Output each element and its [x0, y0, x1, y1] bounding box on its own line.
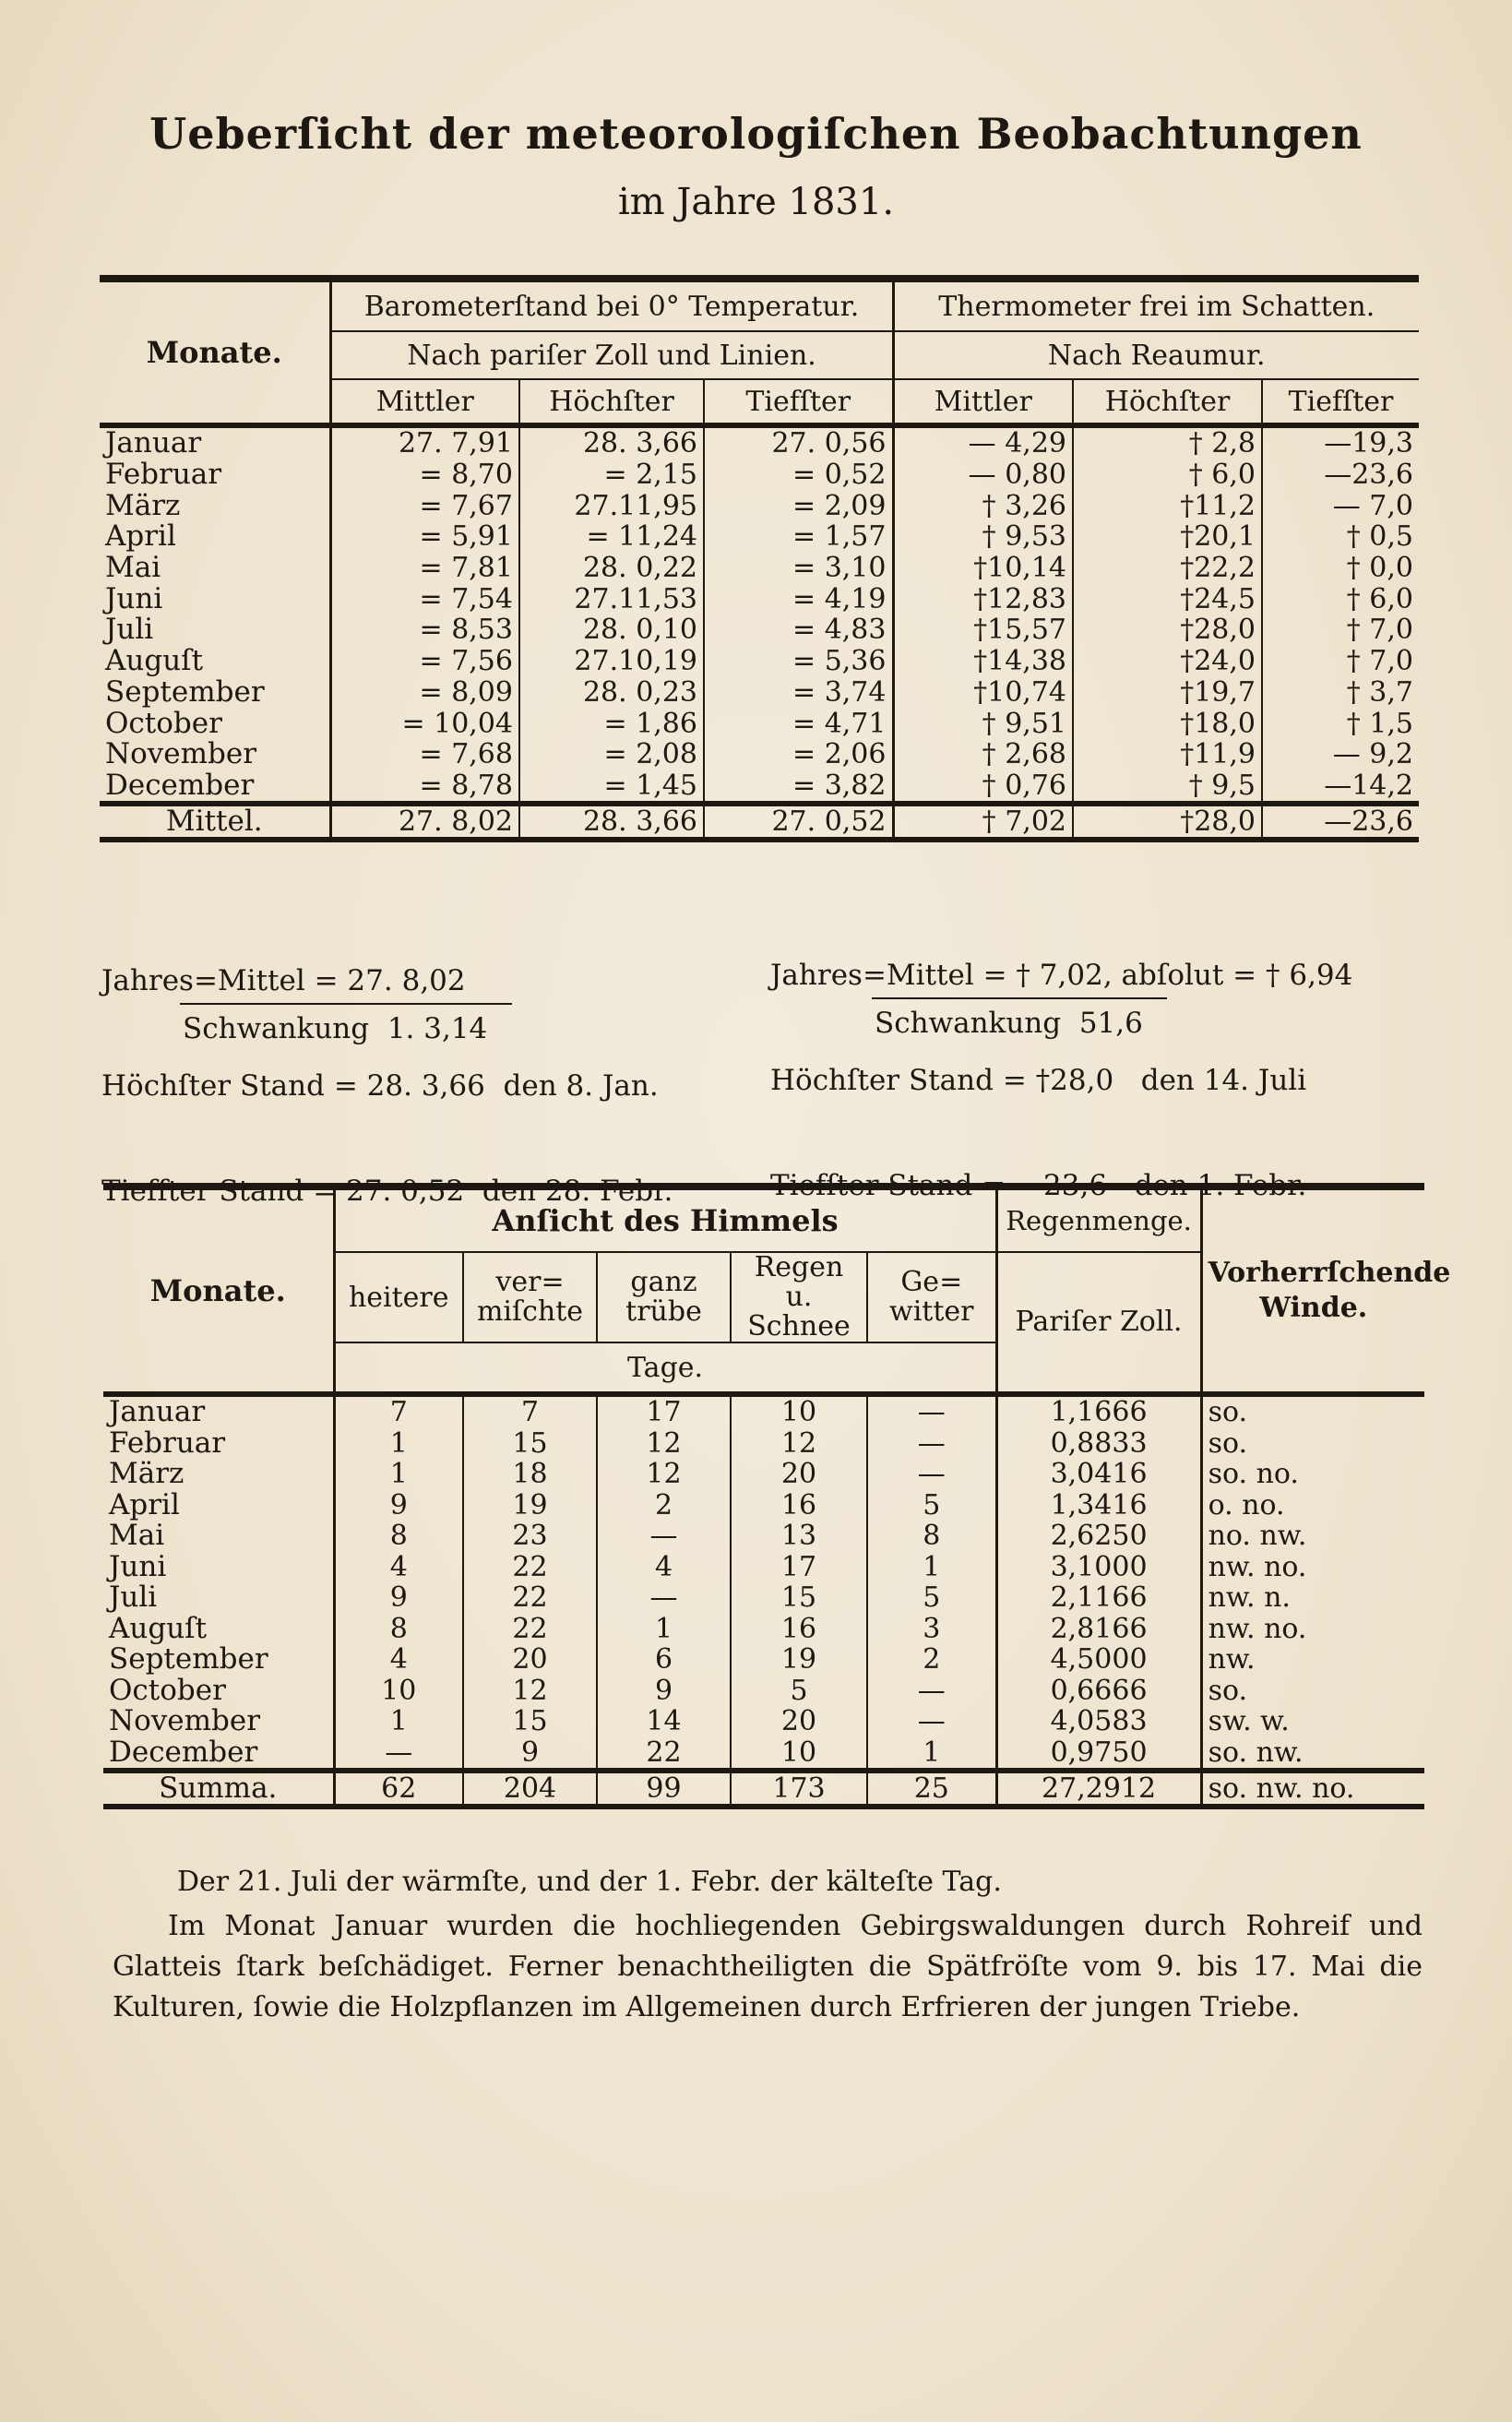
col-vermischte: ver= miſchte [463, 1252, 597, 1342]
trube-cell: 9 [597, 1676, 731, 1707]
gewitter-cell: — [867, 1706, 996, 1737]
regen-cell: 5 [731, 1676, 867, 1707]
thermo-tiefster-cell: † 0,0 [1346, 552, 1413, 585]
thermo-mittler-cell: † 3,26 [893, 490, 1073, 521]
stats-right-rule [872, 997, 1167, 999]
thermo-mittler-cell: †12,83 [893, 583, 1073, 614]
table-row [103, 1614, 1424, 1645]
col-gewitter: Ge= witter [867, 1252, 996, 1342]
table-row [100, 770, 1419, 805]
baro-tiefster-cell: = 2,09 [704, 490, 893, 521]
vermischte-cell: 23 [463, 1521, 597, 1552]
regen-cell: 20 [731, 1706, 867, 1737]
winde-cell: so. nw. [1208, 1736, 1304, 1769]
month-cell: Januar [100, 425, 330, 459]
gewitter-cell: — [867, 1459, 996, 1490]
note-warmest-coldest: Der 21. Juli der wärmſte, und der 1. Febr. der kälteſte Tag. [177, 1866, 1002, 1898]
gewitter-cell: 3 [867, 1614, 996, 1645]
col-thermo-hoechster: Höchſter [1073, 379, 1262, 425]
thermo-hoechster-cell: †11,9 [1073, 739, 1262, 770]
baro-hoechster-cell: 27.11,95 [519, 490, 704, 521]
gewitter-cell: 1 [867, 1552, 996, 1583]
vermischte-cell: 18 [463, 1459, 597, 1490]
summa-winde: so. nw. no. [1201, 1771, 1424, 1807]
thermo-hoechster-cell: †24,5 [1073, 583, 1262, 614]
thermo-mittler-cell: — 0,80 [893, 459, 1073, 491]
table-row [100, 614, 1419, 646]
regen-cell: 16 [731, 1490, 867, 1521]
month-cell: November [100, 739, 330, 770]
table-row [100, 459, 1419, 491]
summa-zoll: 27,2912 [996, 1771, 1201, 1807]
baro-mittler-cell: 27. 7,91 [330, 425, 519, 459]
zoll-cell: 2,1166 [996, 1582, 1201, 1614]
baro-mittler-cell: = 8,70 [330, 459, 519, 491]
month-cell: Juli [103, 1582, 334, 1614]
winde-cell: so. no. [1208, 1458, 1299, 1491]
thermo-tiefster-cell: — 9,2 [1332, 738, 1413, 771]
winde-cell: sw. w. [1208, 1705, 1290, 1738]
thermo-tiefster-cell: — 7,0 [1332, 489, 1413, 522]
month-cell: Januar [103, 1394, 334, 1428]
baro-tiefster-cell: = 4,71 [704, 708, 893, 739]
baro-tiefster-cell: = 3,74 [704, 677, 893, 709]
month-cell: November [103, 1706, 334, 1737]
baro-tiefster-cell: = 5,36 [704, 646, 893, 677]
page-subtitle: im Jahre 1831. [617, 181, 895, 223]
zoll-cell: 0,8833 [996, 1428, 1201, 1460]
month-cell: April [103, 1490, 334, 1521]
regen-cell: 19 [731, 1644, 867, 1676]
month-cell: Auguſt [100, 646, 330, 677]
baro-mittler-cell: = 8,78 [330, 770, 519, 805]
baro-tiefster-cell: = 4,83 [704, 614, 893, 646]
table-row [103, 1676, 1424, 1707]
rain-header: Regenmenge. [996, 1187, 1201, 1252]
month-cell: December [100, 770, 330, 805]
summa-gewitter: 25 [867, 1771, 996, 1807]
winde-cell: so. [1201, 1394, 1424, 1428]
zoll-cell: 3,1000 [996, 1552, 1201, 1583]
baro-hoechster-cell: 27.11,53 [519, 583, 704, 614]
regen-cell: 20 [731, 1459, 867, 1490]
winde-cell: nw. no. [1208, 1550, 1307, 1583]
baro-tiefster-cell: = 3,10 [704, 553, 893, 584]
table-row [100, 708, 1419, 739]
mittel-label: Mittel. [100, 804, 330, 840]
baro-mittler-cell: = 8,53 [330, 614, 519, 646]
barometer-header: Barometerſtand bei 0° Temperatur. [330, 279, 893, 331]
thermo-hoechster-cell: †20,1 [1073, 521, 1262, 553]
trube-cell: 2 [597, 1490, 731, 1521]
winde-cell: o. no. [1208, 1488, 1285, 1521]
barometer-subheader: Nach pariſer Zoll und Linien. [330, 331, 893, 379]
month-cell: September [100, 677, 330, 709]
baro-hoechster-cell: 28. 0,23 [519, 677, 704, 709]
table-row [103, 1737, 1424, 1772]
col-pariser-zoll: Pariſer Zoll. [996, 1252, 1201, 1394]
mittel-b3: 27. 0,52 [704, 804, 893, 840]
regen-cell: 15 [731, 1582, 867, 1614]
heitere-cell: 4 [334, 1552, 463, 1583]
mittel-t1: † 7,02 [893, 804, 1073, 840]
gewitter-cell: — [867, 1394, 996, 1428]
table-row [103, 1459, 1424, 1490]
thermo-tiefster-cell: † 6,0 [1346, 582, 1413, 615]
table-row [103, 1490, 1424, 1521]
gewitter-cell: 1 [867, 1737, 996, 1772]
stats-left-range: Schwankung 1. 3,14 [183, 1012, 488, 1045]
summa-vermischte: 204 [463, 1771, 597, 1807]
baro-mittler-cell: = 7,67 [330, 490, 519, 521]
vermischte-cell: 15 [463, 1706, 597, 1737]
gewitter-cell: — [867, 1676, 996, 1707]
month-cell: Juli [100, 614, 330, 646]
trube-cell: 22 [597, 1737, 731, 1772]
col-baro-mittler: Mittler [330, 379, 519, 425]
gewitter-cell: 2 [867, 1644, 996, 1676]
zoll-cell: 2,6250 [996, 1521, 1201, 1552]
baro-tiefster-cell: = 2,06 [704, 739, 893, 770]
table-row [100, 425, 1419, 459]
trube-cell: 4 [597, 1552, 731, 1583]
month-cell: December [103, 1737, 334, 1772]
table-row [103, 1706, 1424, 1737]
stats-right-mean: Jahres=Mittel = † 7,02, abſolut = † 6,94 [770, 959, 1353, 992]
gewitter-cell: 5 [867, 1582, 996, 1614]
month-cell: Juni [103, 1552, 334, 1583]
winde-cell: nw. [1208, 1643, 1256, 1676]
month-cell: Februar [103, 1428, 334, 1460]
zoll-cell: 0,6666 [996, 1676, 1201, 1707]
heitere-cell: — [334, 1737, 463, 1772]
baro-tiefster-cell: = 0,52 [704, 459, 893, 491]
winde-cell: nw. n. [1208, 1581, 1291, 1615]
col-thermo-mittler: Mittler [893, 379, 1073, 425]
zoll-cell: 1,3416 [996, 1490, 1201, 1521]
summa-heitere: 62 [334, 1771, 463, 1807]
thermo-hoechster-cell: †18,0 [1073, 708, 1262, 739]
trube-cell: 6 [597, 1644, 731, 1676]
vermischte-cell: 22 [463, 1582, 597, 1614]
thermo-mittler-cell: † 0,76 [893, 770, 1073, 805]
col-thermo-tiefster: Tiefſter [1288, 385, 1394, 418]
winde-cell: nw. no. [1208, 1612, 1307, 1645]
table-row [100, 521, 1419, 553]
thermo-tiefster-cell: † 1,5 [1346, 707, 1413, 740]
thermo-mittler-cell: † 9,53 [893, 521, 1073, 553]
thermo-tiefster-cell: † 0,5 [1346, 520, 1413, 554]
sky-rain-wind-table [103, 1183, 1451, 1809]
vermischte-cell: 9 [463, 1737, 597, 1772]
table-row [100, 490, 1419, 521]
vermischte-cell: 12 [463, 1676, 597, 1707]
thermo-hoechster-cell: †11,2 [1073, 490, 1262, 521]
heitere-cell: 7 [334, 1394, 463, 1428]
months-header: Monate. [100, 279, 330, 425]
col-heitere: heitere [334, 1252, 463, 1342]
thermo-hoechster-cell: † 2,8 [1073, 425, 1262, 459]
month-cell: Mai [100, 553, 330, 584]
regen-cell: 10 [731, 1394, 867, 1428]
regen-cell: 16 [731, 1614, 867, 1645]
mittel-b1: 27. 8,02 [330, 804, 519, 840]
sky-header: Anſicht des Himmels [334, 1187, 996, 1252]
thermo-tiefster-cell: —14,2 [1324, 769, 1413, 802]
baro-mittler-cell: = 8,09 [330, 677, 519, 709]
summa-trube: 99 [597, 1771, 731, 1807]
baro-mittler-cell: = 7,81 [330, 553, 519, 584]
heitere-cell: 1 [334, 1428, 463, 1460]
thermo-mittler-cell: †14,38 [893, 646, 1073, 677]
thermo-hoechster-cell: †24,0 [1073, 646, 1262, 677]
month-cell: Februar [100, 459, 330, 491]
heitere-cell: 8 [334, 1614, 463, 1645]
thermo-hoechster-cell: † 6,0 [1073, 459, 1262, 491]
heitere-cell: 10 [334, 1676, 463, 1707]
thermo-tiefster-cell: † 7,0 [1346, 645, 1413, 678]
mittel-b2: 28. 3,66 [519, 804, 704, 840]
month-cell: April [100, 521, 330, 553]
stats-left-min: Tiefſter Stand = 27. 0,52 den 28. Febr. [101, 1175, 673, 1208]
col-ganz-trube: ganz trübe [597, 1252, 731, 1342]
thermometer-subheader: Nach Reaumur. [893, 331, 1419, 379]
winde-cell: no. nw. [1208, 1520, 1307, 1553]
baro-mittler-cell: = 10,04 [330, 708, 519, 739]
heitere-cell: 4 [334, 1644, 463, 1676]
trube-cell: 17 [597, 1394, 731, 1428]
trube-cell: — [597, 1521, 731, 1552]
gewitter-cell: 8 [867, 1521, 996, 1552]
stats-left-mean: Jahres=Mittel = 27. 8,02 [101, 964, 466, 997]
thermo-tiefster-cell: —19,3 [1262, 425, 1419, 459]
table-row [100, 553, 1419, 584]
notes [113, 1862, 1423, 2028]
baro-mittler-cell: = 7,56 [330, 646, 519, 677]
baro-hoechster-cell: = 11,24 [519, 521, 704, 553]
vermischte-cell: 19 [463, 1490, 597, 1521]
month-cell: März [100, 490, 330, 521]
baro-mittler-cell: = 5,91 [330, 521, 519, 553]
heitere-cell: 1 [334, 1459, 463, 1490]
table-row [103, 1582, 1424, 1614]
baro-hoechster-cell: 27.10,19 [519, 646, 704, 677]
month-cell: September [103, 1644, 334, 1676]
wind-header: Vorherrſchende Winde. [1201, 1187, 1424, 1394]
heitere-cell: 1 [334, 1706, 463, 1737]
stats-right-min: Tiefſter Stand = —23,6 den 1. Febr. [770, 1169, 1307, 1202]
baro-hoechster-cell: = 2,15 [519, 459, 704, 491]
mittel-row [100, 804, 1419, 840]
baro-hoechster-cell: 28. 3,66 [519, 425, 704, 459]
thermo-hoechster-cell: †28,0 [1073, 614, 1262, 646]
baro-hoechster-cell: 28. 0,10 [519, 614, 704, 646]
thermo-mittler-cell: †10,14 [893, 553, 1073, 584]
table-row [100, 677, 1419, 709]
thermo-tiefster-cell: —23,6 [1324, 459, 1413, 492]
stats-right-max: Höchſter Stand = †28,0 den 14. Juli [770, 1064, 1307, 1097]
thermo-hoechster-cell: †22,2 [1073, 553, 1262, 584]
thermo-mittler-cell: †10,74 [893, 677, 1073, 709]
baro-hoechster-cell: 28. 0,22 [519, 553, 704, 584]
vermischte-cell: 7 [463, 1394, 597, 1428]
month-cell: Auguſt [103, 1614, 334, 1645]
thermo-mittler-cell: † 9,51 [893, 708, 1073, 739]
baro-mittler-cell: = 7,54 [330, 583, 519, 614]
table-row [100, 739, 1419, 770]
baro-tiefster-cell: 27. 0,56 [704, 425, 893, 459]
summa-regen: 173 [731, 1771, 867, 1807]
months-header-2: Monate. [103, 1187, 334, 1394]
month-cell: October [100, 708, 330, 739]
table-row [103, 1521, 1424, 1552]
trube-cell: 12 [597, 1459, 731, 1490]
trube-cell: 14 [597, 1706, 731, 1737]
trube-cell: 1 [597, 1614, 731, 1645]
thermo-mittler-cell: — 4,29 [893, 425, 1073, 459]
thermo-mittler-cell: † 2,68 [893, 739, 1073, 770]
baro-tiefster-cell: = 3,82 [704, 770, 893, 805]
stats-left-max: Höchſter Stand = 28. 3,66 den 8. Jan. [101, 1069, 659, 1103]
baro-hoechster-cell: = 1,45 [519, 770, 704, 805]
col-baro-tiefster: Tiefſter [704, 379, 893, 425]
stats-left-rule [180, 1003, 512, 1005]
zoll-cell: 0,9750 [996, 1737, 1201, 1772]
table-row [100, 646, 1419, 677]
vermischte-cell: 22 [463, 1552, 597, 1583]
regen-cell: 17 [731, 1552, 867, 1583]
thermometer-header: Thermometer frei im Schatten. [893, 279, 1419, 331]
summa-label: Summa. [103, 1771, 334, 1807]
table-row [103, 1644, 1424, 1676]
month-cell: Juni [100, 583, 330, 614]
note-damage: Im Monat Januar wurden die hochliegenden Gebirgswaldungen durch Rohreif und Glatteis ſtark beſchädiget. Ferner benachtheiligten die Spätfröſte vom 9. bis 17. Mai die Kulturen, ſowie die Holzpflanzen im Allgemeinen durch Erfrieren der jungen Triebe. [113, 1910, 1423, 2023]
baro-tiefster-cell: = 1,57 [704, 521, 893, 553]
thermo-tiefster-cell: † 7,0 [1346, 614, 1413, 647]
table-row [103, 1552, 1424, 1583]
regen-cell: 10 [731, 1737, 867, 1772]
summa-row [103, 1771, 1424, 1807]
trube-cell: — [597, 1582, 731, 1614]
table-row [103, 1394, 1424, 1428]
vermischte-cell: 22 [463, 1614, 597, 1645]
thermo-tiefster-cell: † 3,7 [1346, 675, 1413, 709]
heitere-cell: 9 [334, 1490, 463, 1521]
mittel-t2: †28,0 [1073, 804, 1262, 840]
zoll-cell: 2,8166 [996, 1614, 1201, 1645]
thermo-mittler-cell: †15,57 [893, 614, 1073, 646]
table-row [100, 583, 1419, 614]
regen-cell: 13 [731, 1521, 867, 1552]
winde-cell: so. [1208, 1426, 1248, 1460]
col-regen-schnee: Regen u. Schnee [731, 1252, 867, 1342]
col-baro-hoechster: Höchſter [519, 379, 704, 425]
heitere-cell: 8 [334, 1521, 463, 1552]
baro-tiefster-cell: = 4,19 [704, 583, 893, 614]
table-row [103, 1428, 1424, 1460]
winde-cell: so. [1208, 1674, 1248, 1707]
zoll-cell: 4,5000 [996, 1644, 1201, 1676]
zoll-cell: 3,0416 [996, 1459, 1201, 1490]
regen-cell: 12 [731, 1428, 867, 1460]
month-cell: October [103, 1676, 334, 1707]
baro-hoechster-cell: = 1,86 [519, 708, 704, 739]
baro-hoechster-cell: = 2,08 [519, 739, 704, 770]
gewitter-cell: 5 [867, 1490, 996, 1521]
gewitter-cell: — [867, 1428, 996, 1460]
temperature-pressure-table [100, 275, 1419, 842]
vermischte-cell: 15 [463, 1428, 597, 1460]
zoll-cell: 4,0583 [996, 1706, 1201, 1737]
zoll-cell: 1,1666 [996, 1394, 1201, 1428]
days-label: Tage. [334, 1342, 996, 1394]
month-cell: Mai [103, 1521, 334, 1552]
heitere-cell: 9 [334, 1582, 463, 1614]
baro-mittler-cell: = 7,68 [330, 739, 519, 770]
page-title: Ueberſicht der meteorologiſchen Beobachtungen [149, 109, 1363, 159]
month-cell: März [103, 1459, 334, 1490]
trube-cell: 12 [597, 1428, 731, 1460]
stats-right-range: Schwankung 51,6 [875, 1007, 1143, 1040]
thermo-hoechster-cell: † 9,5 [1073, 770, 1262, 805]
mittel-t3: —23,6 [1262, 804, 1419, 840]
thermo-hoechster-cell: †19,7 [1073, 677, 1262, 709]
vermischte-cell: 20 [463, 1644, 597, 1676]
